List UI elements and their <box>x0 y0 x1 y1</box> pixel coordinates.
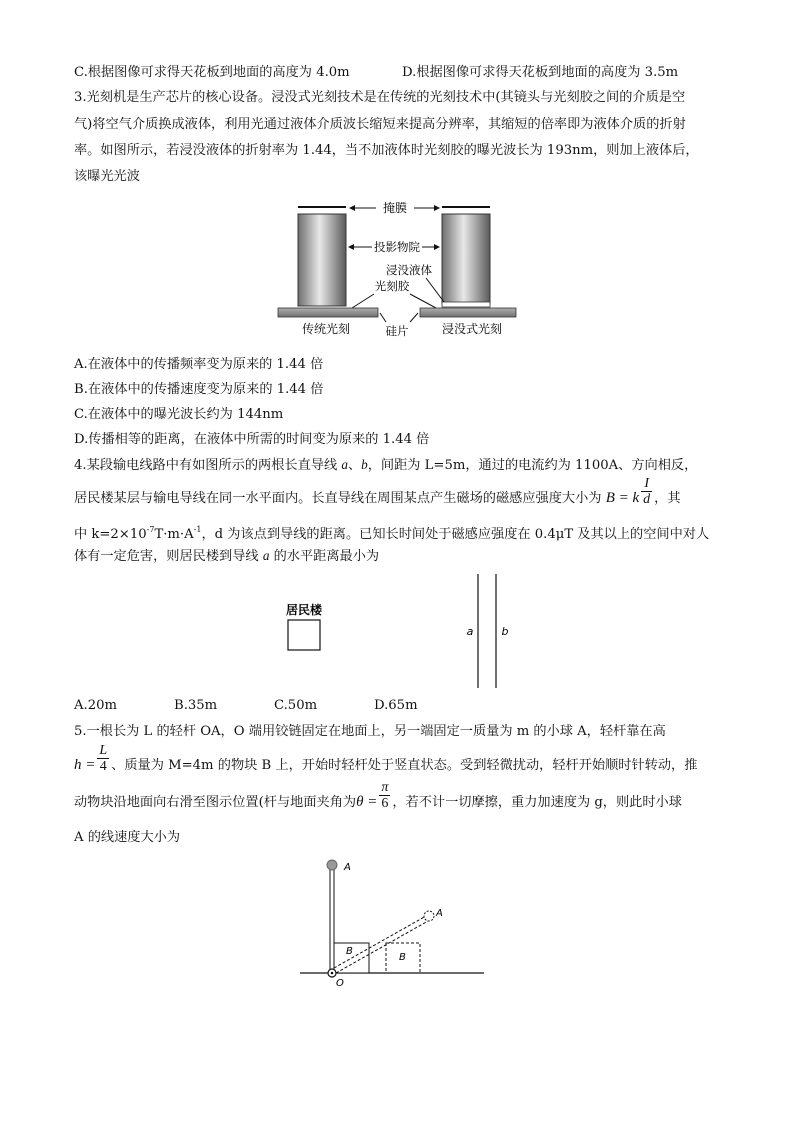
building-square <box>288 620 320 650</box>
right-caption: 浸没式光刻 <box>441 322 503 336</box>
q4-formula-lhs: B = k <box>605 490 640 506</box>
q5-h-fraction: $\frac{L}{4}$ <box>99 743 108 774</box>
left-caption: 传统光刻 <box>301 322 351 336</box>
q4-stem-line-2: 居民楼某层与输电导线在同一水平面内。长直导线在周围某点产生磁场的磁感应强度大小为 B = k $\frac{I}{d}$ ，其 <box>74 476 681 507</box>
q5-stem-line-3: 动物块沿地面向右滑至图示位置(杆与地面夹角为θ = $\frac{\pi}{6}$ ，若不计一切摩擦，重力加速度为 g，则此时小球 <box>74 780 682 811</box>
resist-label: 光刻胶 <box>374 279 410 293</box>
q5-theta-fraction: $\frac{\pi}{6}$ <box>381 780 389 811</box>
q5-theta-lhs: θ = <box>356 794 378 810</box>
q3-stem-line-2: 气)将空气介质换成液体，利用光通过液体介质波长缩短来提高分辨率，其缩短的倍率即为液体介质的折射 <box>74 117 686 132</box>
q3-option-a: A.在液体中的传播频率变为原来的 1.44 倍 <box>74 357 324 372</box>
rod-vertical <box>330 868 334 972</box>
q4-var-b: b <box>361 457 368 472</box>
q4-stem-line-1: 4.某段输电线路中有如图所示的两根长直导线 a、b，间距为 L=5m，通过的电流约为 1100A、方向相反， <box>74 457 698 473</box>
q4-option-c: C.50m <box>274 698 318 713</box>
block-b-moved-label: B <box>399 952 406 963</box>
q4-option-a: A.20m <box>74 698 118 713</box>
q3-stem-line-1: 3.光刻机是生产芯片的核心设备。浸没式光刻技术是在传统的光刻技术中(其镜头与光刻胶之间的介质是空 <box>74 90 686 105</box>
lens-right-cylinder <box>442 214 490 304</box>
mask-label: 掩膜 <box>382 201 408 215</box>
q2-option-c: C.根据图像可求得天花板到地面的高度为 4.0m <box>74 65 350 80</box>
rod-inclined-edge-1 <box>334 916 426 968</box>
wafer-right <box>420 308 516 317</box>
wire-a-label: a <box>466 625 474 638</box>
q3-option-c: C.在液体中的曝光波长约为 144nm <box>74 407 284 422</box>
wafer-label: 硅片 <box>385 324 409 338</box>
q5-rod-block-figure <box>296 856 496 990</box>
q3-stem-line-4: 该曝光光波 <box>74 169 140 184</box>
q3-stem-line-3: 率。如图所示，若浸没液体的折射率为 1.44，当不加液体时光刻胶的曝光波长为 193nm，则加上液体后， <box>74 143 699 158</box>
wire-b-label: b <box>501 625 509 638</box>
q2-option-d: D.根据图像可求得天花板到地面的高度为 3.5m <box>402 65 679 80</box>
lens-label: 投影物院 <box>374 240 420 254</box>
liquid-label: 浸没液体 <box>386 263 432 277</box>
q3-lithography-figure <box>276 198 518 340</box>
wafer-left <box>278 308 378 317</box>
lens-left-cylinder <box>298 214 346 306</box>
q5-h-lhs: h = <box>74 757 96 773</box>
ball-a-top <box>327 860 337 870</box>
q5-stem-line-4: A 的线速度大小为 <box>74 830 181 845</box>
q4-wires-figure <box>276 572 526 692</box>
q4-option-b: B.35m <box>174 698 218 713</box>
ball-a-moved <box>424 911 434 921</box>
q4-formula-fraction: $\frac{I}{d}$ <box>643 476 651 507</box>
building-label: 居民楼 <box>285 603 323 617</box>
q5-stem-line-2: h = $\frac{L}{4}$ 、质量为 M=4m 的物块 B 上，开始时轻杆处于竖直状态。受到轻微扰动，轻杆开始顺时针转动，推 <box>74 743 698 774</box>
q4-var-a: a <box>341 457 348 472</box>
immersion-liquid <box>442 302 490 307</box>
block-b-initial-label: B <box>346 946 353 957</box>
q5-stem-line-1: 5.一根长为 L 的轻杆 OA，O 端用铰链固定在地面上，另一端固定一质量为 m 的小球 A，轻杆靠在高 <box>74 724 666 739</box>
q4-option-d: D.65m <box>374 698 418 713</box>
ball-a-moved-label: A <box>436 908 443 919</box>
q3-option-d: D.传播相等的距离，在液体中所需的时间变为原来的 1.44 倍 <box>74 432 430 447</box>
q3-option-b: B.在液体中的传播速度变为原来的 1.44 倍 <box>74 382 324 397</box>
ball-a-top-label: A <box>344 862 351 873</box>
pivot-o-label: O <box>336 978 344 989</box>
q4-stem-line-3: 中 $k=2\times 10^{-7}T\cdot m\cdot A^{-1}$，d 为该点到导线的距离。已知长时间处于磁感应强度在 0.4μT 及其以上的空间中对人 <box>74 525 710 542</box>
q4-stem-line-4: 体有一定危害，则居民楼到导线 a 的水平距离最小为 <box>74 548 380 564</box>
